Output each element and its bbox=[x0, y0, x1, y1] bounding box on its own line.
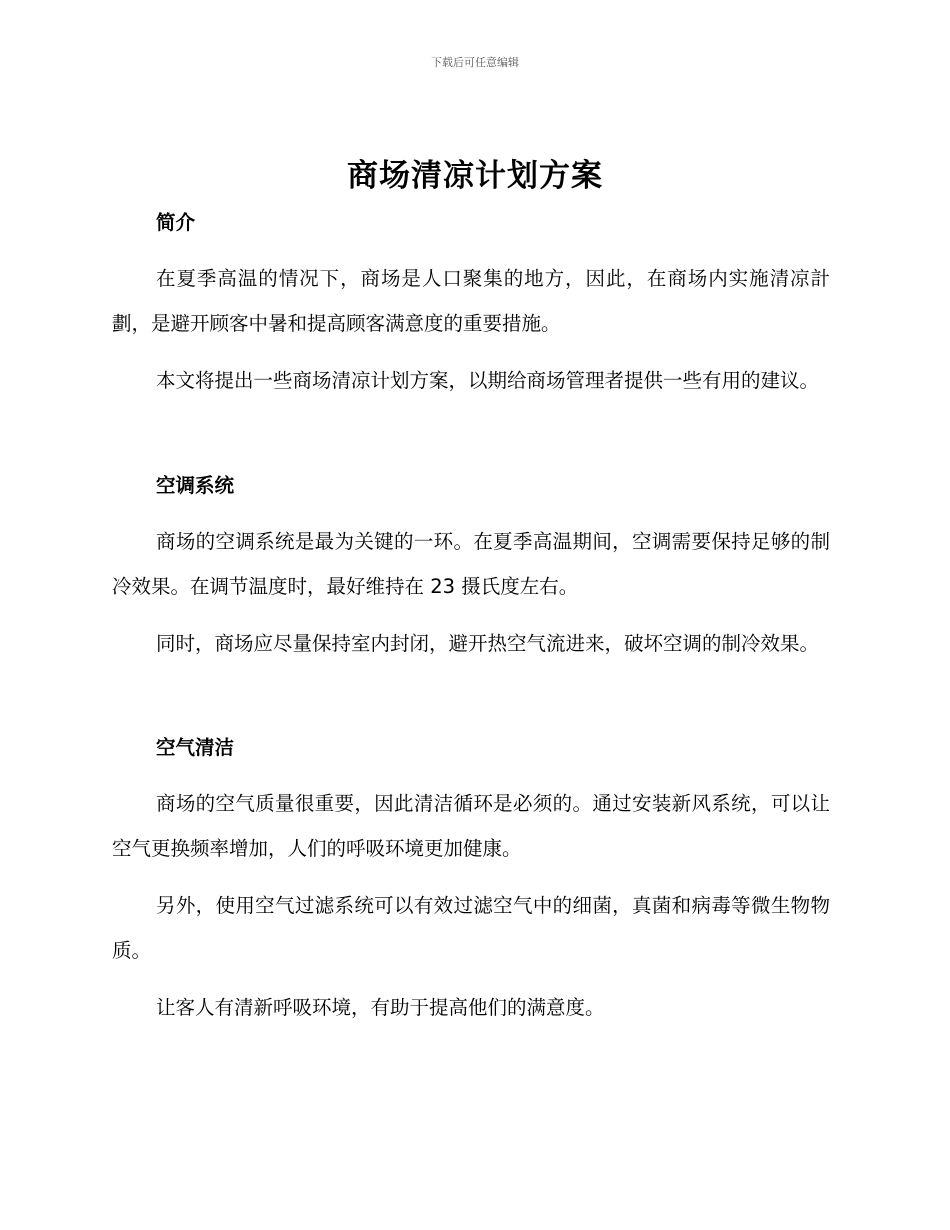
section-heading-intro: 简介 bbox=[156, 211, 196, 234]
paragraph-ac-1: 商场的空调系统是最为关键的一环。在夏季高温期间，空调需要保持足够的制冷效果。在调节温度时，最好维持在 23 摄氏度左右。 bbox=[112, 530, 830, 598]
paragraph-air-2: 另外，使用空气过滤系统可以有效过滤空气中的细菌，真菌和病毒等微生物物质。 bbox=[112, 894, 830, 962]
paragraph-air-1: 商场的空气质量很重要，因此清洁循环是必须的。通过安装新风系统，可以让空气更换频率增加，人们的呼吸环境更加健康。 bbox=[112, 792, 830, 860]
paragraph-air-3: 让客人有清新呼吸环境，有助于提高他们的满意度。 bbox=[156, 996, 605, 1019]
paragraph-intro-2: 本文将提出一些商场清凉计划方案，以期给商场管理者提供一些有用的建议。 bbox=[156, 369, 820, 392]
section-heading-ac-system: 空调系统 bbox=[156, 474, 235, 497]
document-title: 商场清凉计划方案 bbox=[347, 158, 603, 194]
section-heading-air-cleaning: 空气清洁 bbox=[156, 736, 235, 759]
header-note: 下载后可任意编辑 bbox=[431, 56, 519, 69]
paragraph-ac-2: 同时，商场应尽量保持室内封闭，避开热空气流进来，破坏空调的制冷效果。 bbox=[156, 632, 820, 655]
paragraph-intro-1: 在夏季高温的情况下，商场是人口聚集的地方，因此，在商场内实施清凉計劃，是避开顾客中暑和提高顾客满意度的重要措施。 bbox=[112, 267, 830, 335]
